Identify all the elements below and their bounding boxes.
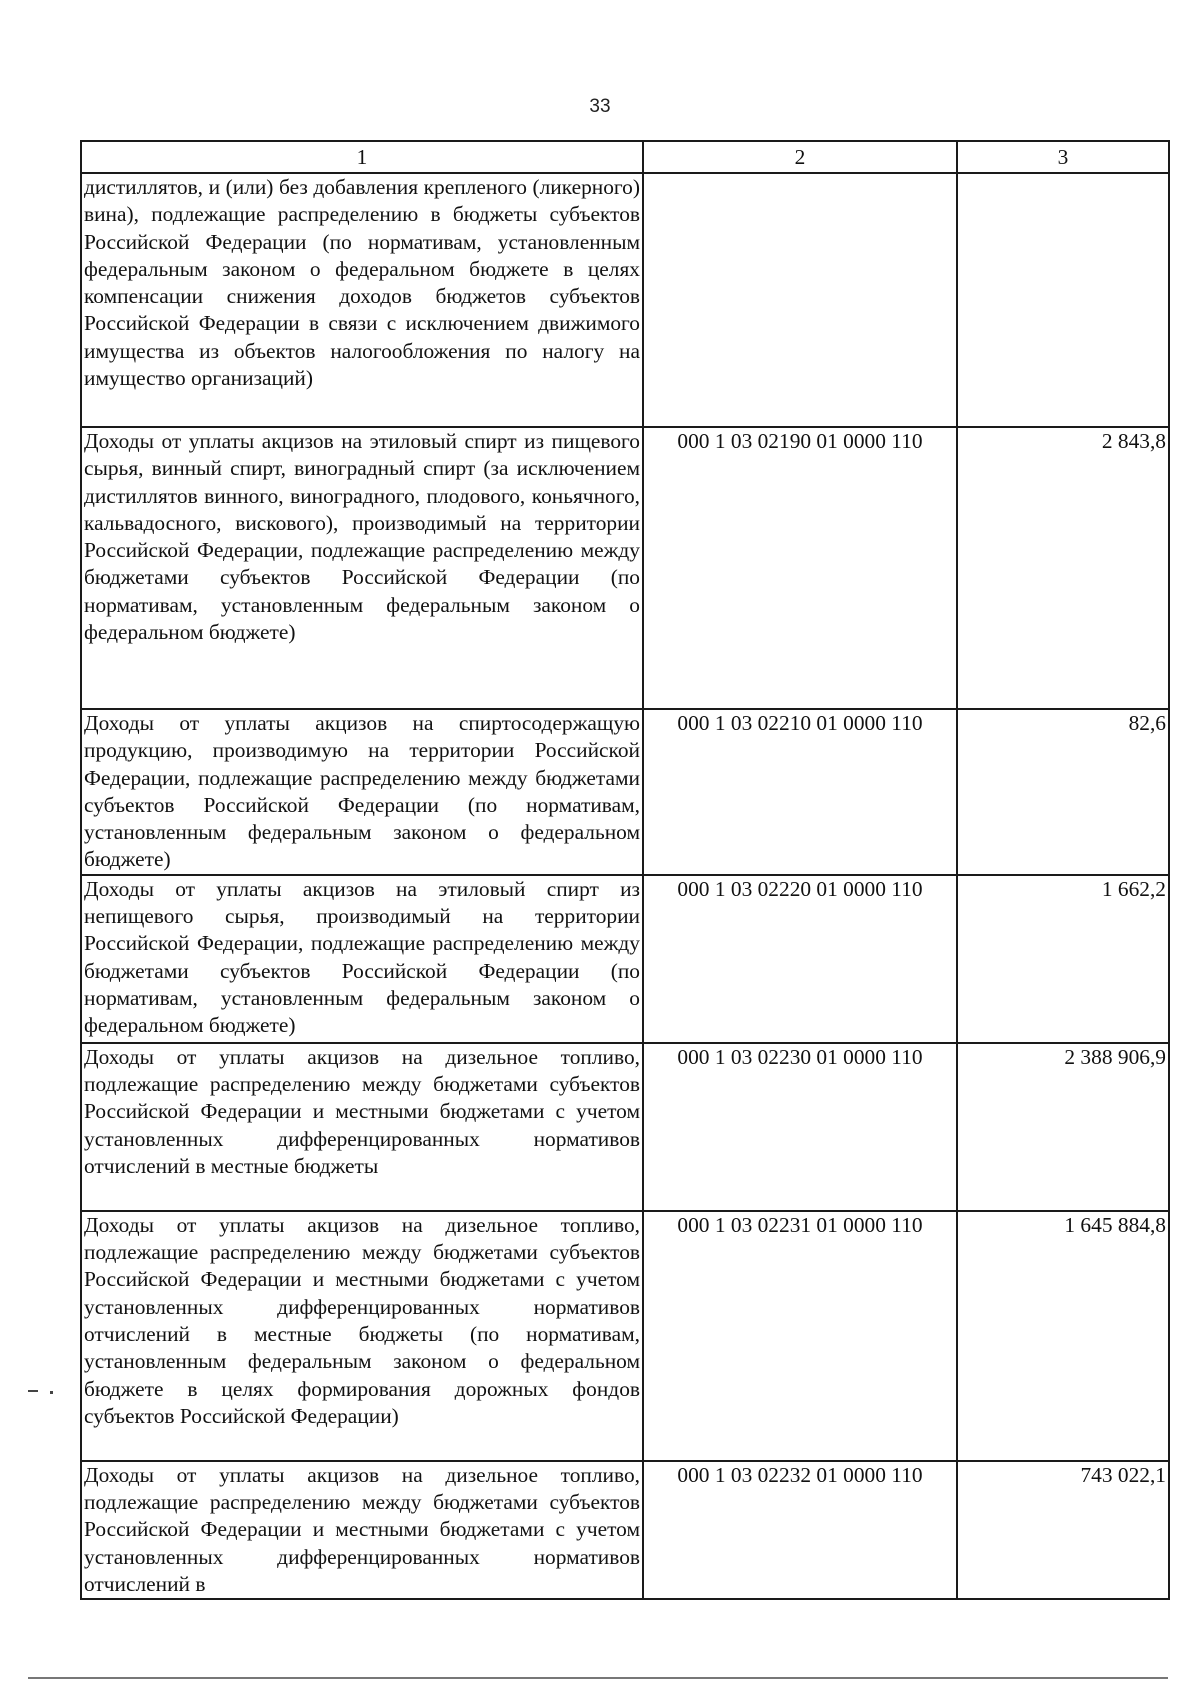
column-header-3: 3 — [957, 141, 1169, 173]
revenue-description: дистиллятов, и (или) без добавления крепленого (ликерного) вина), подлежащие распределению в бюджеты субъектов Российской Федерации (по нормативам, установленным федеральным законом о федеральном бюджете в целях компенсации снижения доходов бюджетов субъектов Российской Федерации в связи с исключением движимого имущества из объектов налогообложения по налогу на имущество организаций) — [81, 173, 643, 427]
header-row — [81, 141, 1169, 173]
budget-classification-code — [643, 173, 957, 427]
revenue-description: Доходы от уплаты акцизов на этиловый спирт из непищевого сырья, производимый на территории Российской Федерации, подлежащие распределению между бюджетами субъектов Российской Федерации (по нормативам, установленным федеральным законом о федеральном бюджете) — [81, 875, 643, 1043]
budget-classification-code: 000 1 03 02230 01 0000 110 — [643, 1043, 957, 1211]
budget-classification-code: 000 1 03 02210 01 0000 110 — [643, 709, 957, 875]
revenue-description: Доходы от уплаты акцизов на дизельное топливо, подлежащие распределению между бюджетами субъектов Российской Федерации и местными бюджетами с учетом установленных дифференцированных нормативов отчислений в местные бюджеты — [81, 1043, 643, 1211]
revenue-description: Доходы от уплаты акцизов на этиловый спирт из пищевого сырья, винный спирт, виноградный спирт (за исключением дистиллятов винного, виноградного, плодового, коньячного, кальвадосного, вискового), производимый на территории Российской Федерации, подлежащие распределению между бюджетами субъектов Российской Федерации (по нормативам, установленным федеральным законом о федеральном бюджете) — [81, 427, 643, 709]
revenue-amount: 743 022,1 — [957, 1461, 1169, 1599]
revenue-amount: 2 388 906,9 — [957, 1043, 1169, 1211]
column-header-1: 1 — [81, 141, 643, 173]
revenue-description: Доходы от уплаты акцизов на спиртосодержащую продукцию, производимую на территории Российской Федерации, подлежащие распределению между бюджетами субъектов Российской Федерации (по нормативам, установленным федеральным законом о федеральном бюджете) — [81, 709, 643, 875]
budget-classification-code: 000 1 03 02231 01 0000 110 — [643, 1211, 957, 1461]
table-row — [81, 709, 1169, 875]
revenue-amount: 1 662,2 — [957, 875, 1169, 1043]
page-number: 33 — [589, 96, 611, 117]
revenue-description: Доходы от уплаты акцизов на дизельное топливо, подлежащие распределению между бюджетами субъектов Российской Федерации и местными бюджетами с учетом установленных дифференцированных нормативов отчислений в — [81, 1461, 643, 1599]
revenue-description: Доходы от уплаты акцизов на дизельное топливо, подлежащие распределению между бюджетами субъектов Российской Федерации и местными бюджетами с учетом установленных дифференцированных нормативов отчислений в местные бюджеты (по нормативам, установленным федеральным законом о федеральном бюджете в целях формирования дорожных фондов субъектов Российской Федерации) — [81, 1211, 643, 1461]
scan-dot-mark — [50, 1391, 53, 1394]
budget-classification-code: 000 1 03 02190 01 0000 110 — [643, 427, 957, 709]
revenue-amount: 82,6 — [957, 709, 1169, 875]
revenue-amount — [957, 173, 1169, 427]
table-row — [81, 173, 1169, 427]
table-row — [81, 1211, 1169, 1461]
table-row — [81, 875, 1169, 1043]
scan-bottom-edge — [28, 1677, 1168, 1679]
column-header-2: 2 — [643, 141, 957, 173]
budget-classification-code: 000 1 03 02232 01 0000 110 — [643, 1461, 957, 1599]
revenue-table — [80, 140, 1170, 1600]
table-row — [81, 1043, 1169, 1211]
table-row — [81, 427, 1169, 709]
budget-classification-code: 000 1 03 02220 01 0000 110 — [643, 875, 957, 1043]
revenue-amount: 1 645 884,8 — [957, 1211, 1169, 1461]
revenue-amount: 2 843,8 — [957, 427, 1169, 709]
table-row — [81, 1461, 1169, 1599]
scan-dash-mark — [28, 1390, 38, 1392]
